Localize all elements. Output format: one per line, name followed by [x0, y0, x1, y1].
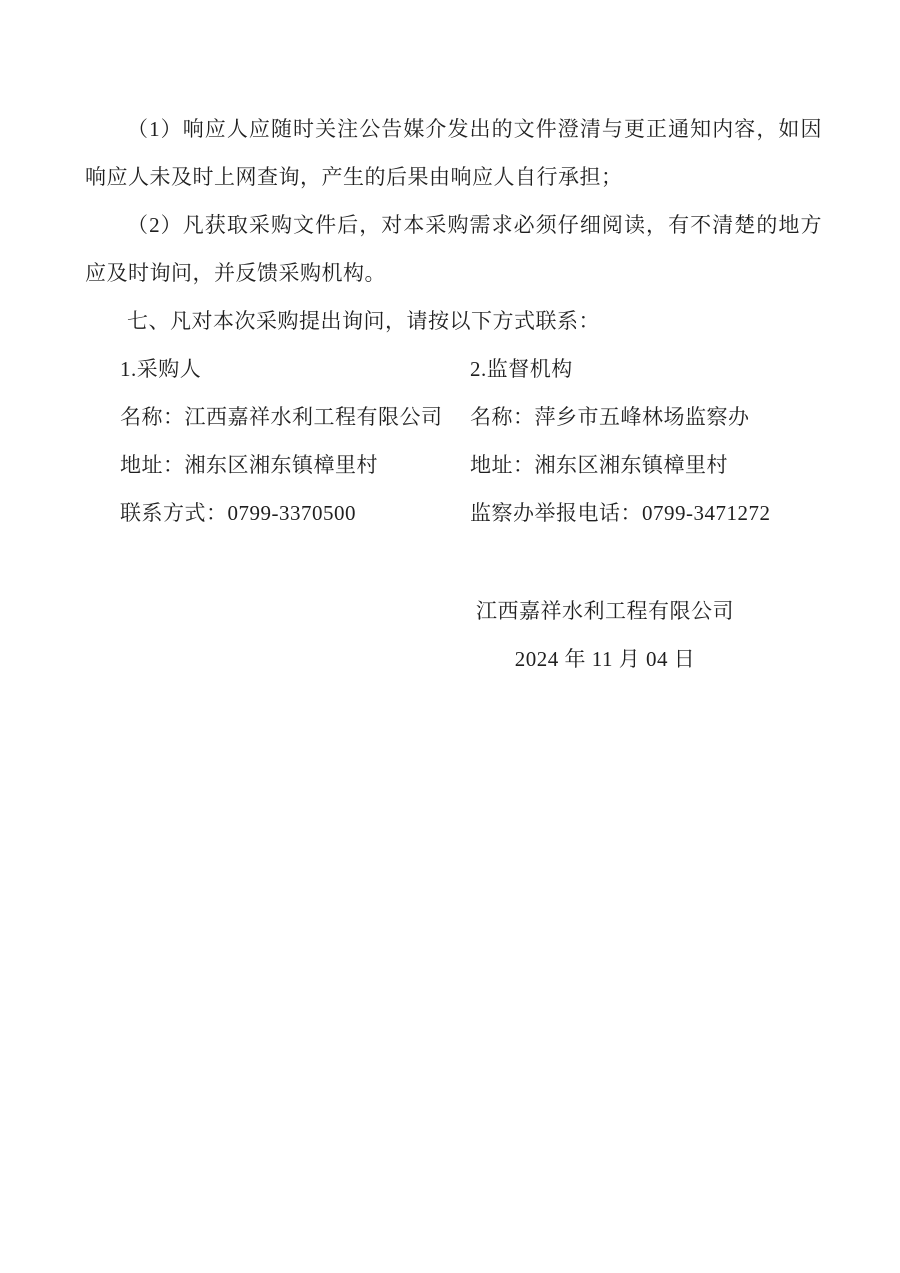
paragraph-line: （1）响应人应随时关注公告媒介发出的文件澄清与更正通知内容，如因 — [127, 117, 822, 141]
signature-company: 江西嘉祥水利工程有限公司 — [476, 599, 734, 623]
section-heading-contact-methods — [85, 297, 822, 345]
purchaser-name-label: 名称： — [120, 405, 185, 429]
supervisor-address — [470, 441, 822, 489]
paragraph-clarification-notice — [85, 105, 822, 201]
purchaser-address — [120, 441, 470, 489]
contact-name-row — [85, 393, 822, 441]
supervisor-address-label: 地址： — [470, 453, 535, 477]
paragraph-line: 应及时询问，并反馈采购机构。 — [85, 261, 386, 285]
purchaser-phone-label: 联系方式： — [120, 501, 228, 525]
purchaser-address-value: 湘东区湘东镇樟里村 — [184, 453, 378, 477]
supervisor-name — [470, 393, 822, 441]
signature-block — [455, 587, 755, 683]
purchaser-name — [120, 393, 470, 441]
paragraph-line: （2）凡获取采购文件后，对本采购需求必须仔细阅读，有不清楚的地方 — [127, 213, 822, 237]
purchaser-phone-value: 0799-3370500 — [227, 501, 356, 525]
contact-heading-row — [85, 345, 822, 393]
paragraph-read-carefully — [85, 201, 822, 297]
contact-address-row — [85, 441, 822, 489]
supervisor-address-value: 湘东区湘东镇樟里村 — [534, 453, 728, 477]
purchaser-address-label: 地址： — [120, 453, 185, 477]
supervisor-heading: 2.监督机构 — [470, 357, 573, 381]
contact-phone-row — [85, 489, 822, 537]
supervisor-name-value: 萍乡市五峰林场监察办 — [534, 405, 750, 429]
purchaser-phone — [120, 489, 470, 537]
signature-date: 2024 年 11 月 04 日 — [514, 647, 696, 671]
supervisor-name-label: 名称： — [470, 405, 535, 429]
purchaser-heading: 1.采购人 — [120, 357, 202, 381]
purchaser-name-value: 江西嘉祥水利工程有限公司 — [184, 405, 443, 429]
supervisor-phone-label: 监察办举报电话： — [470, 501, 642, 525]
supervisor-phone-value: 0799-3471272 — [642, 501, 771, 525]
section-heading-line: 七、凡对本次采购提出询问，请按以下方式联系： — [127, 309, 600, 333]
supervisor-phone — [470, 489, 822, 537]
paragraph-line: 响应人未及时上网查询，产生的后果由响应人自行承担； — [85, 165, 623, 189]
